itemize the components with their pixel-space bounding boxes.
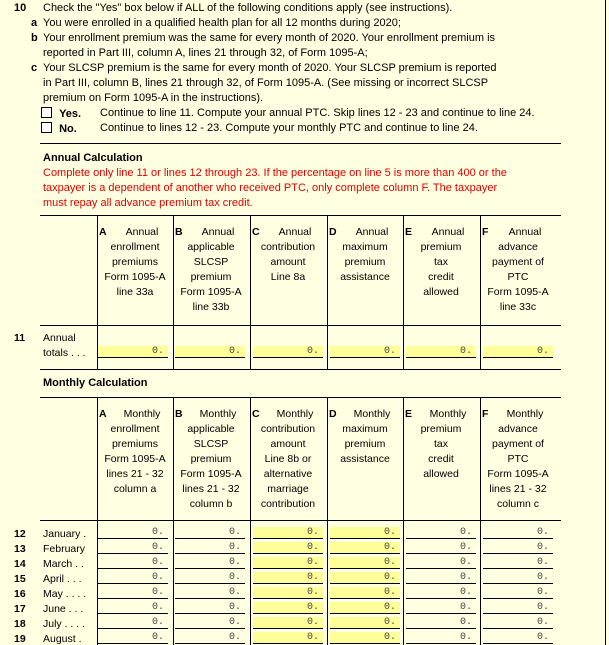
- annual-column-header-line: assistance: [340, 271, 390, 283]
- annual-row-divider: [97, 326, 98, 369]
- monthly-column-header-line: maximum: [342, 423, 388, 435]
- line-16-label: May . . . .: [43, 588, 87, 600]
- monthly-row-divider: [327, 521, 328, 645]
- monthly-column-header-a: [97, 407, 173, 497]
- monthly-row-divider: [250, 521, 251, 645]
- line-14-field-e[interactable]: 0.: [406, 557, 476, 569]
- line-16-field-f[interactable]: 0.: [483, 587, 553, 599]
- line-16-field-a[interactable]: 0.: [98, 587, 168, 599]
- line-17-number: 17: [14, 603, 26, 615]
- yes-label: Yes.: [59, 108, 82, 120]
- annual-column-header-line: Annual: [355, 226, 389, 238]
- monthly-column-header-line: contribution: [260, 423, 316, 435]
- monthly-column-letter: B: [175, 408, 183, 420]
- annual-calculation-title: Annual Calculation: [43, 152, 143, 164]
- line-13-number: 13: [14, 543, 26, 555]
- divider-monthly-header: [40, 520, 561, 521]
- annual-column-header-line: allowed: [423, 286, 459, 298]
- annual-row-divider: [403, 326, 404, 369]
- line-16-field-b[interactable]: 0.: [175, 587, 245, 599]
- line-11-field-b[interactable]: 0.: [175, 346, 245, 358]
- line-11-field-e[interactable]: 0.: [406, 346, 476, 358]
- line-12-label: January .: [43, 528, 87, 540]
- annual-column-header-line: premium: [190, 271, 232, 283]
- line-15-number: 15: [14, 573, 26, 585]
- annual-column-header-line: maximum: [342, 241, 388, 253]
- annual-column-header-line: credit: [428, 271, 454, 283]
- annual-column-header-line: line 33a: [116, 286, 154, 298]
- monthly-row-divider: [480, 521, 481, 645]
- monthly-row-divider: [403, 521, 404, 645]
- line-14-field-b[interactable]: 0.: [175, 557, 245, 569]
- line-15-field-d[interactable]: 0.: [330, 572, 400, 584]
- line-13-label: February: [43, 543, 86, 555]
- line-18-field-a[interactable]: 0.: [98, 617, 168, 629]
- no-instructions: Continue to lines 12 - 23. Compute your monthly PTC and continue to line 24.: [100, 122, 478, 134]
- no-label: No.: [59, 123, 77, 135]
- line-19-field-a[interactable]: 0.: [98, 632, 168, 644]
- annual-column-letter: D: [329, 226, 337, 238]
- line-13-field-b[interactable]: 0.: [175, 542, 245, 554]
- line-12-field-e[interactable]: 0.: [406, 527, 476, 539]
- line-10b-text-2: reported in Part III, column A, lines 21 through 32, of Form 1095-A;: [43, 47, 368, 59]
- line-10c-text-1: Your SLCSP premium is the same for every month of 2020. Your SLCSP premium is reported: [43, 62, 497, 74]
- line-10a-letter: a: [31, 17, 38, 29]
- monthly-column-header-line: assistance: [340, 453, 390, 465]
- annual-column-header-line: premium: [344, 256, 386, 268]
- monthly-column-header-line: Monthly: [276, 408, 314, 420]
- monthly-column-header-line: lines 21 - 32: [182, 483, 240, 495]
- annual-column-header-line: Form 1095-A: [487, 286, 549, 298]
- line-19-field-e[interactable]: 0.: [406, 632, 476, 644]
- line-14-field-d[interactable]: 0.: [330, 557, 400, 569]
- annual-note-3: must repay all advance premium tax credit.: [43, 197, 253, 209]
- line-12-field-c[interactable]: 0.: [253, 527, 323, 539]
- line-11-label-1: Annual: [43, 332, 76, 344]
- line-16-number: 16: [14, 588, 26, 600]
- monthly-column-header-line: contribution: [260, 498, 316, 510]
- line-18-field-c[interactable]: 0.: [253, 617, 323, 629]
- annual-column-letter: F: [482, 226, 489, 238]
- monthly-column-header-line: Monthly: [429, 408, 467, 420]
- monthly-column-header-line: Monthly: [123, 408, 161, 420]
- monthly-column-header-line: premium: [344, 438, 386, 450]
- divider-monthly-top: [40, 397, 561, 398]
- annual-column-header-line: premiums: [111, 256, 159, 268]
- annual-column-header-line: line 33b: [192, 301, 230, 313]
- line-18-field-e[interactable]: 0.: [406, 617, 476, 629]
- line-15-field-e[interactable]: 0.: [406, 572, 476, 584]
- annual-column-letter: C: [252, 226, 260, 238]
- monthly-column-header-line: Form 1095-A: [180, 468, 242, 480]
- line-12-number: 12: [14, 528, 26, 540]
- monthly-column-header-line: Monthly: [199, 408, 237, 420]
- line-18-field-d[interactable]: 0.: [330, 617, 400, 629]
- line-17-field-d[interactable]: 0.: [330, 602, 400, 614]
- line-16-field-c[interactable]: 0.: [253, 587, 323, 599]
- monthly-column-header-line: allowed: [423, 468, 459, 480]
- line-10-number: 10: [14, 2, 27, 14]
- line-12-field-a[interactable]: 0.: [98, 527, 168, 539]
- line-13-field-e[interactable]: 0.: [406, 542, 476, 554]
- monthly-column-header-line: credit: [428, 453, 454, 465]
- line-15-field-c[interactable]: 0.: [253, 572, 323, 584]
- line-11-field-a[interactable]: 0.: [98, 346, 168, 358]
- monthly-column-header-line: Form 1095-A: [104, 453, 166, 465]
- line-12-field-f[interactable]: 0.: [483, 527, 553, 539]
- annual-column-header-f: [480, 225, 556, 315]
- no-option[interactable]: [41, 122, 77, 135]
- annual-column-header-d: [327, 225, 403, 285]
- annual-column-header-line: Form 1095-A: [180, 286, 242, 298]
- line-13-field-f[interactable]: 0.: [483, 542, 553, 554]
- monthly-column-header-line: advance: [498, 423, 538, 435]
- line-10a-text: You were enrolled in a qualified health plan for all 12 months during 2020;: [43, 17, 401, 29]
- line-19-field-f[interactable]: 0.: [483, 632, 553, 644]
- monthly-column-header-line: premiums: [111, 438, 159, 450]
- line-17-label: June . . .: [43, 603, 84, 615]
- monthly-column-header-line: tax: [433, 438, 448, 450]
- monthly-column-header-line: alternative: [263, 468, 313, 480]
- monthly-column-header-line: premium: [190, 453, 232, 465]
- line-15-field-a[interactable]: 0.: [98, 572, 168, 584]
- line-11-number: 11: [14, 332, 26, 344]
- annual-column-header-line: enrollment: [110, 241, 160, 253]
- monthly-column-header-line: payment of: [492, 438, 544, 450]
- annual-note-1: Complete only line 11 or lines 12 through 23. If the percentage on line 5 is more than 400 or the: [43, 167, 507, 179]
- line-10b-letter: b: [31, 32, 38, 44]
- line-10-intro: Check the "Yes" box below if ALL of the following conditions apply (see instructions).: [43, 2, 453, 14]
- annual-column-header-line: Annual: [201, 226, 235, 238]
- line-18-field-b[interactable]: 0.: [175, 617, 245, 629]
- monthly-column-letter: F: [482, 408, 489, 420]
- monthly-column-header-line: column c: [496, 498, 539, 510]
- line-16-field-d[interactable]: 0.: [330, 587, 400, 599]
- line-15-field-b[interactable]: 0.: [175, 572, 245, 584]
- annual-column-header-a: [97, 225, 173, 300]
- monthly-column-letter: E: [405, 408, 413, 420]
- monthly-column-header-line: premium: [420, 423, 462, 435]
- annual-column-letter: B: [175, 226, 183, 238]
- monthly-column-header-line: marriage: [267, 483, 309, 495]
- annual-column-header-line: Annual: [125, 226, 159, 238]
- annual-column-header-line: payment of: [492, 256, 544, 268]
- divider-annual-header: [40, 325, 561, 326]
- annual-column-header-line: Form 1095-A: [104, 271, 166, 283]
- annual-column-header-line: SLCSP: [193, 256, 229, 268]
- annual-row-divider: [173, 326, 174, 369]
- monthly-column-letter: A: [99, 408, 107, 420]
- monthly-column-header-line: Monthly: [506, 408, 544, 420]
- annual-column-header-line: line 33c: [499, 301, 537, 313]
- annual-column-header-line: premium: [420, 241, 462, 253]
- annual-column-header-b: [173, 225, 249, 315]
- annual-column-letter: A: [99, 226, 107, 238]
- monthly-column-header-line: lines 21 - 32: [106, 468, 164, 480]
- line-12-field-b[interactable]: 0.: [175, 527, 245, 539]
- monthly-column-header-line: Monthly: [353, 408, 391, 420]
- monthly-row-divider: [173, 521, 174, 645]
- yes-instructions: Continue to line 11. Compute your annual PTC. Skip lines 12 - 23 and continue to line 24.: [100, 107, 535, 119]
- line-13-field-a[interactable]: 0.: [98, 542, 168, 554]
- line-10b-text-1: Your enrollment premium was the same for every month of 2020. Your enrollment premium is: [43, 32, 496, 44]
- line-17-field-e[interactable]: 0.: [406, 602, 476, 614]
- monthly-column-header-line: PTC: [507, 453, 529, 465]
- line-16-field-e[interactable]: 0.: [406, 587, 476, 599]
- line-13-field-c[interactable]: 0.: [253, 542, 323, 554]
- line-14-number: 14: [14, 558, 26, 570]
- divider-annual-top: [40, 215, 561, 216]
- monthly-column-header-line: Line 8b or: [264, 453, 312, 465]
- monthly-column-header-f: [480, 407, 556, 512]
- line-14-field-f[interactable]: 0.: [483, 557, 553, 569]
- line-18-number: 18: [14, 618, 26, 630]
- line-13-field-d[interactable]: 0.: [330, 542, 400, 554]
- line-10c-text-2: in Part III, column B, lines 21 through 32, of Form 1095-A. (See missing or incorrect SLCSP: [43, 77, 489, 89]
- line-14-label: March . .: [43, 558, 84, 570]
- monthly-column-header-c: [250, 407, 326, 512]
- annual-column-header-line: contribution: [260, 241, 316, 253]
- annual-column-header-line: tax: [433, 256, 448, 268]
- annual-column-header-line: applicable: [187, 241, 235, 253]
- line-14-field-c[interactable]: 0.: [253, 557, 323, 569]
- monthly-column-header-d: [327, 407, 403, 467]
- monthly-column-letter: D: [329, 408, 337, 420]
- line-18-field-f[interactable]: 0.: [483, 617, 553, 629]
- line-14-field-a[interactable]: 0.: [98, 557, 168, 569]
- line-17-field-c[interactable]: 0.: [253, 602, 323, 614]
- monthly-column-header-e: [403, 407, 479, 482]
- annual-column-header-line: amount: [270, 256, 306, 268]
- line-17-field-b[interactable]: 0.: [175, 602, 245, 614]
- line-18-label: July . . . .: [43, 618, 86, 630]
- line-19-number: 19: [14, 633, 26, 645]
- line-15-label: April . . .: [43, 573, 82, 585]
- yes-checkbox[interactable]: [41, 107, 52, 118]
- annual-note-2: taxpayer is a dependent of another who received PTC, only complete column F. The taxpayer: [43, 182, 498, 194]
- line-17-field-a[interactable]: 0.: [98, 602, 168, 614]
- line-12-field-d[interactable]: 0.: [330, 527, 400, 539]
- line-10c-text-3: premium on Form 1095-A in the instructions).: [43, 92, 264, 104]
- monthly-column-header-line: SLCSP: [193, 438, 229, 450]
- monthly-column-header-b: [173, 407, 249, 512]
- monthly-column-header-line: lines 21 - 32: [489, 483, 547, 495]
- annual-column-header-line: Annual: [508, 226, 542, 238]
- no-checkbox[interactable]: [41, 122, 52, 133]
- line-19-field-b[interactable]: 0.: [175, 632, 245, 644]
- annual-column-header-e: [403, 225, 479, 300]
- divider-line-10: [40, 143, 561, 144]
- monthly-column-header-line: column b: [189, 498, 233, 510]
- annual-column-header-line: Annual: [278, 226, 312, 238]
- line-19-field-c[interactable]: 0.: [253, 632, 323, 644]
- annual-row-divider: [327, 326, 328, 369]
- divider-annual-bottom: [40, 369, 561, 370]
- line-10c-letter: c: [31, 62, 38, 74]
- annual-column-header-c: [250, 225, 326, 285]
- monthly-column-header-line: Form 1095-A: [487, 468, 549, 480]
- annual-column-header-line: PTC: [507, 271, 529, 283]
- annual-row-divider: [480, 326, 481, 369]
- line-11-field-c[interactable]: 0.: [253, 346, 323, 358]
- line-19-field-d[interactable]: 0.: [330, 632, 400, 644]
- yes-option[interactable]: [41, 107, 81, 120]
- monthly-column-header-line: enrollment: [110, 423, 160, 435]
- monthly-column-header-line: amount: [270, 438, 306, 450]
- line-11-label-2: totals . . .: [43, 347, 86, 359]
- annual-column-header-line: Line 8a: [270, 271, 306, 283]
- monthly-column-header-line: applicable: [187, 423, 235, 435]
- annual-column-header-line: advance: [498, 241, 538, 253]
- annual-column-letter: E: [405, 226, 413, 238]
- line-17-field-f[interactable]: 0.: [483, 602, 553, 614]
- line-19-label: August .: [43, 633, 82, 645]
- monthly-column-header-line: column a: [113, 483, 157, 495]
- line-11-field-f[interactable]: 0.: [483, 346, 553, 358]
- monthly-calculation-title: Monthly Calculation: [43, 377, 148, 389]
- annual-column-header-line: Annual: [431, 226, 465, 238]
- line-11-field-d[interactable]: 0.: [330, 346, 400, 358]
- annual-row-divider: [250, 326, 251, 369]
- monthly-column-letter: C: [252, 408, 260, 420]
- line-15-field-f[interactable]: 0.: [483, 572, 553, 584]
